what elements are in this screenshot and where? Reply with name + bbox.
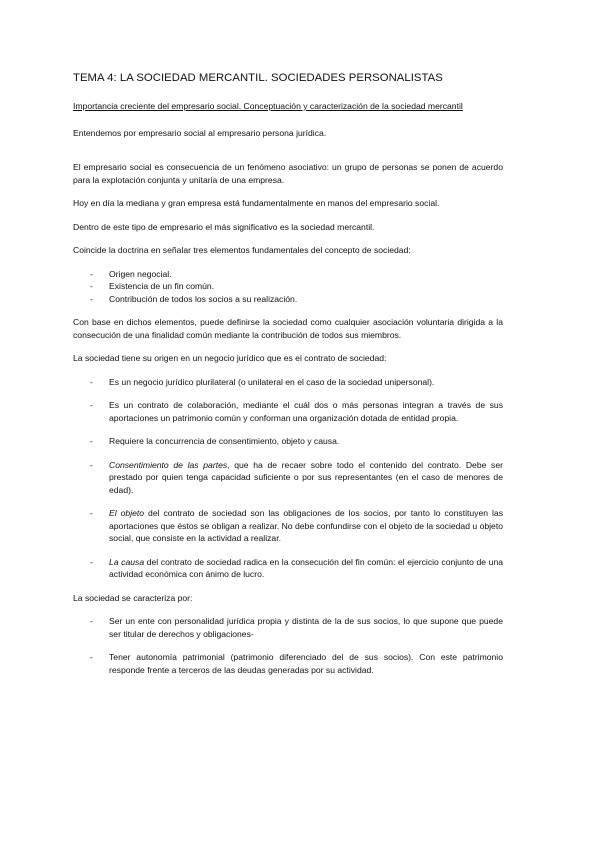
list-item: - Requiere la concurrencia de consentimiento, objeto y causa. (90, 436, 340, 446)
paragraph-5: Con base en dichos elementos, puede definirse la sociedad como cualquier asociación voluntaria dirigida a la consecución de una finalidad común mediante la contribución de todos sus miembros. (73, 317, 503, 340)
paragraph-3: Dentro de este tipo de empresario el más significativo es la sociedad mercantil. (73, 221, 375, 232)
list-item: - Ser un ente con personalidad jurídica propia y distinta de la de sus socios, lo que supone que puede ser titular de derechos y obligaciones- (90, 616, 503, 639)
paragraph-1: El empresario social es consecuencia de un fenómeno asociativo: un grupo de personas se ponen de acuerdo para la explotación conjunta y unitaria de una empresa. (73, 162, 503, 185)
list-item: - Tener autonomía patrimonial (patrimonio diferenciado del de sus socios). Con este patrimonio responde frente a terceros de las deudas generadas por su actividad. (90, 652, 503, 675)
paragraph-6: La sociedad tiene su origen en un negocio jurídico que es el contrato de sociedad: (73, 353, 387, 363)
paragraph-2: Hoy en día la mediana y gran empresa está fundamentalmente en manos del empresario social. (73, 198, 440, 208)
section-subtitle: Importancia creciente del empresario social. Conceptuación y caracterización de la sociedad mercantil (73, 101, 463, 111)
list-item: - El objeto del contrato de sociedad son las obligaciones de los socios, por tanto lo constituyen las aportaciones que éstos se obligan a realizar. No debe confundirse con el objeto de la sociedad u objeto social, que consiste en la actividad a realizar. (90, 508, 503, 543)
characteristics-list (73, 615, 503, 676)
list-item: - Es un contrato de colaboración, mediante el cuál dos o más personas integran a través de sus aportaciones un patrimonio común y conforman una organización dotada de entidad propia. (90, 400, 503, 423)
list-item: - Consentimiento de las partes, que ha de recaer sobre todo el contenido del contrato. Debe ser prestado por quien tenga capacidad suficiente o por sus representantes (en el caso de menores de edad). (90, 459, 503, 495)
contract-list (73, 376, 503, 581)
list-item: - Es un negocio jurídico plurilateral (o unilateral en el caso de la sociedad unipersonal). (90, 376, 435, 387)
intro-paragraph: Entendemos por empresario social al empresario persona jurídica. (73, 127, 327, 138)
list-item: - Contribución de todos los socios a su realización. (90, 293, 298, 304)
document-page (73, 60, 503, 676)
document-title: TEMA 4: LA SOCIEDAD MERCANTIL. SOCIEDADES PERSONALISTAS (73, 72, 443, 84)
list-item: - Origen negocial. (90, 268, 172, 279)
paragraph-7: La sociedad se caracteriza por: (73, 592, 193, 603)
paragraph-4: Coincide la doctrina en señalar tres elementos fundamentales del concepto de sociedad: (73, 245, 411, 255)
list-item: - La causa del contrato de sociedad radica en la consecución del fin común: el ejercicio conjunto de una actividad económica con ánimo de lucro. (90, 556, 503, 579)
elements-list (73, 268, 503, 306)
list-item: - Existencia de un fin común. (90, 281, 215, 291)
